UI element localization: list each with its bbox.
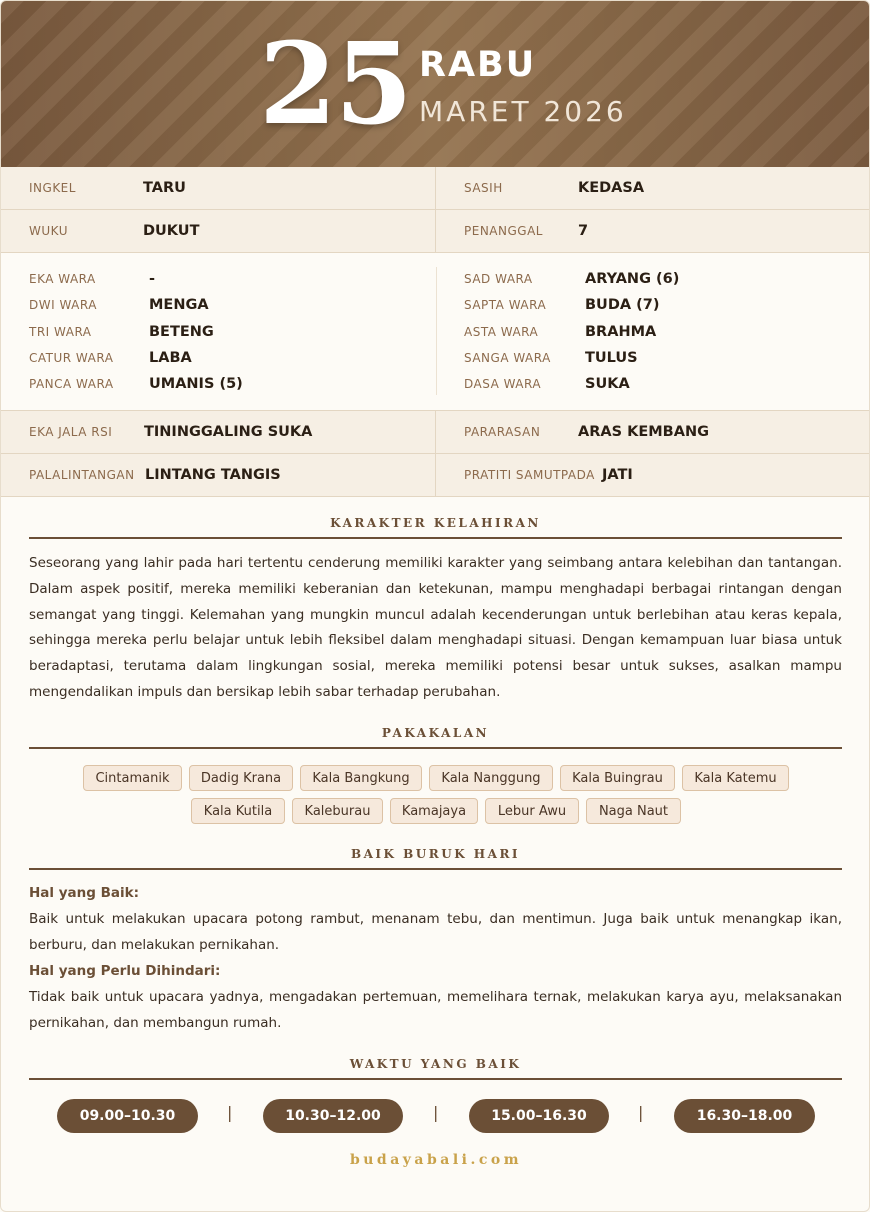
wara-value: UMANIS (5) xyxy=(149,376,243,393)
wara-row xyxy=(29,345,429,371)
wara-value: BUDA (7) xyxy=(585,297,660,314)
wara-label: SAPTA WARA xyxy=(464,298,547,313)
wara-value: - xyxy=(149,271,156,288)
wara-value: BETENG xyxy=(149,323,214,340)
info-cell xyxy=(1,411,436,453)
info-cell xyxy=(1,167,436,209)
pakakalan-tag: Kala Bangkung xyxy=(300,765,422,791)
info-label: PALALINTANGAN xyxy=(29,468,135,482)
info-value: DUKUT xyxy=(143,223,200,239)
section-divider xyxy=(29,1078,842,1080)
wara-row xyxy=(464,345,844,371)
pakakalan-tag: Kala Katemu xyxy=(682,765,789,791)
wara-row xyxy=(464,319,844,345)
pakakalan-tag: Dadig Krana xyxy=(189,765,293,791)
time-separator: | xyxy=(227,1103,233,1122)
bad-text: Tidak baik untuk upacara yadnya, mengadakan pertemuan, memelihara ternak, melakukan karya ayu, melaksanakan pernikahan, dan membangun rumah. xyxy=(29,989,842,1031)
wara-row xyxy=(29,292,429,318)
time-slot: 09.00–10.30 xyxy=(57,1099,198,1133)
wara-label: SANGA WARA xyxy=(464,351,551,366)
pakakalan-tag: Kala Kutila xyxy=(191,798,285,824)
wara-value: LABA xyxy=(149,350,192,367)
info-row-eka-jala-rsi xyxy=(1,411,870,454)
section-title-waktu: WAKTU YANG BAIK xyxy=(349,1057,522,1071)
info-value: TININGGALING SUKA xyxy=(144,424,313,440)
bad-heading: Hal yang Perlu Dihindari: xyxy=(29,963,221,979)
wara-row xyxy=(29,266,429,292)
wara-row xyxy=(464,371,844,397)
info-row-palalintangan xyxy=(1,454,870,497)
wara-value: SUKA xyxy=(585,376,630,393)
info-label: PRATITI SAMUTPADA xyxy=(464,468,595,482)
info-cell xyxy=(436,210,870,252)
info-cell xyxy=(1,210,436,252)
info-value: TARU xyxy=(143,180,186,196)
wara-label: ASTA WARA xyxy=(464,324,539,339)
good-heading: Hal yang Baik: xyxy=(29,885,140,901)
wara-value: BRAHMA xyxy=(585,323,657,340)
section-divider xyxy=(29,747,842,749)
info-label: SASIH xyxy=(464,181,503,195)
wara-value: TULUS xyxy=(585,350,638,367)
site-footer-link[interactable]: budayabali.com xyxy=(349,1152,523,1168)
time-slot: 15.00–16.30 xyxy=(469,1099,609,1133)
pakakalan-tag: Kaleburau xyxy=(292,798,383,824)
info-value: LINTANG TANGIS xyxy=(145,467,281,483)
pakakalan-tag: Kala Buingrau xyxy=(560,765,675,791)
time-separator: | xyxy=(638,1103,644,1122)
info-row-wuku xyxy=(1,210,870,253)
divider xyxy=(436,267,437,395)
date-header xyxy=(1,1,870,167)
pakakalan-tag: Lebur Awu xyxy=(485,798,579,824)
section-title-pakakalan: PAKAKALAN xyxy=(381,726,490,740)
karakter-text: Seseorang yang lahir pada hari tertentu cenderung memiliki karakter yang seimbang antara kelebihan dan tantangan. Dalam aspek positif, mereka memiliki keberanian dan ketekunan, mampu menghadapi berbagai rintangan dengan semangat yang tinggi. Kelemahan yang mungkin muncul adalah kecenderungan untuk berlebihan atau keras kepala, sehingga mereka perlu belajar untuk lebih fleksibel dalam menghadapi situasi. Dengan kemampuan luar biasa untuk beradaptasi, terutama dalam lingkungan sosial, mereka memiliki potensi besar untuk sukses, asalkan mampu mengendalikan impuls dan bersikap lebih sabar terhadap perubahan. xyxy=(29,555,842,700)
wara-row xyxy=(29,371,429,397)
info-label: PARARASAN xyxy=(464,425,541,439)
info-value: JATI xyxy=(602,467,633,483)
section-divider xyxy=(29,868,842,870)
wara-row xyxy=(29,319,429,345)
wara-label: SAD WARA xyxy=(464,272,533,287)
section-title-baik-buruk: BAIK BURUK HARI xyxy=(350,847,521,861)
info-value: ARAS KEMBANG xyxy=(578,424,709,440)
info-label: INGKEL xyxy=(29,181,76,195)
info-label: PENANGGAL xyxy=(464,224,543,238)
wara-label: CATUR WARA xyxy=(29,351,114,366)
pakakalan-tag: Cintamanik xyxy=(83,765,182,791)
info-row-ingkel xyxy=(1,167,870,210)
wara-row xyxy=(464,266,844,292)
info-label: EKA JALA RSI xyxy=(29,425,113,439)
time-separator: | xyxy=(433,1103,439,1122)
time-slot: 16.30–18.00 xyxy=(674,1099,815,1133)
wara-label: DASA WARA xyxy=(464,377,542,392)
section-divider xyxy=(29,537,842,539)
wara-label: DWI WARA xyxy=(29,298,97,313)
info-cell xyxy=(1,454,436,496)
wara-right-column xyxy=(464,266,844,397)
day-number: 25 xyxy=(259,19,411,150)
info-cell xyxy=(436,167,870,209)
wara-label: TRI WARA xyxy=(29,324,92,339)
wara-label: EKA WARA xyxy=(29,272,96,287)
pakakalan-tag: Kala Nanggung xyxy=(429,765,553,791)
section-title-karakter: KARAKTER KELAHIRAN xyxy=(330,516,541,530)
info-cell xyxy=(436,411,870,453)
info-label: WUKU xyxy=(29,224,68,238)
month-year: MARET 2026 xyxy=(419,95,627,128)
info-value: KEDASA xyxy=(578,180,645,196)
wara-value: ARYANG (6) xyxy=(585,271,680,288)
wara-row xyxy=(464,292,844,318)
day-name: RABU xyxy=(419,45,537,85)
time-slot: 10.30–12.00 xyxy=(263,1099,403,1133)
good-text: Baik untuk melakukan upacara potong rambut, menanam tebu, dan mentimun. Juga baik untuk menangkap ikan, berburu, dan melakukan pernikahan. xyxy=(29,911,842,953)
pakakalan-tag: Naga Naut xyxy=(586,798,681,824)
wara-label: PANCA WARA xyxy=(29,377,114,392)
info-cell xyxy=(436,454,870,496)
info-value: 7 xyxy=(578,223,589,239)
wara-table xyxy=(1,253,870,411)
wara-value: MENGA xyxy=(149,297,209,314)
wara-left-column xyxy=(29,266,429,397)
pakakalan-tag: Kamajaya xyxy=(390,798,478,824)
